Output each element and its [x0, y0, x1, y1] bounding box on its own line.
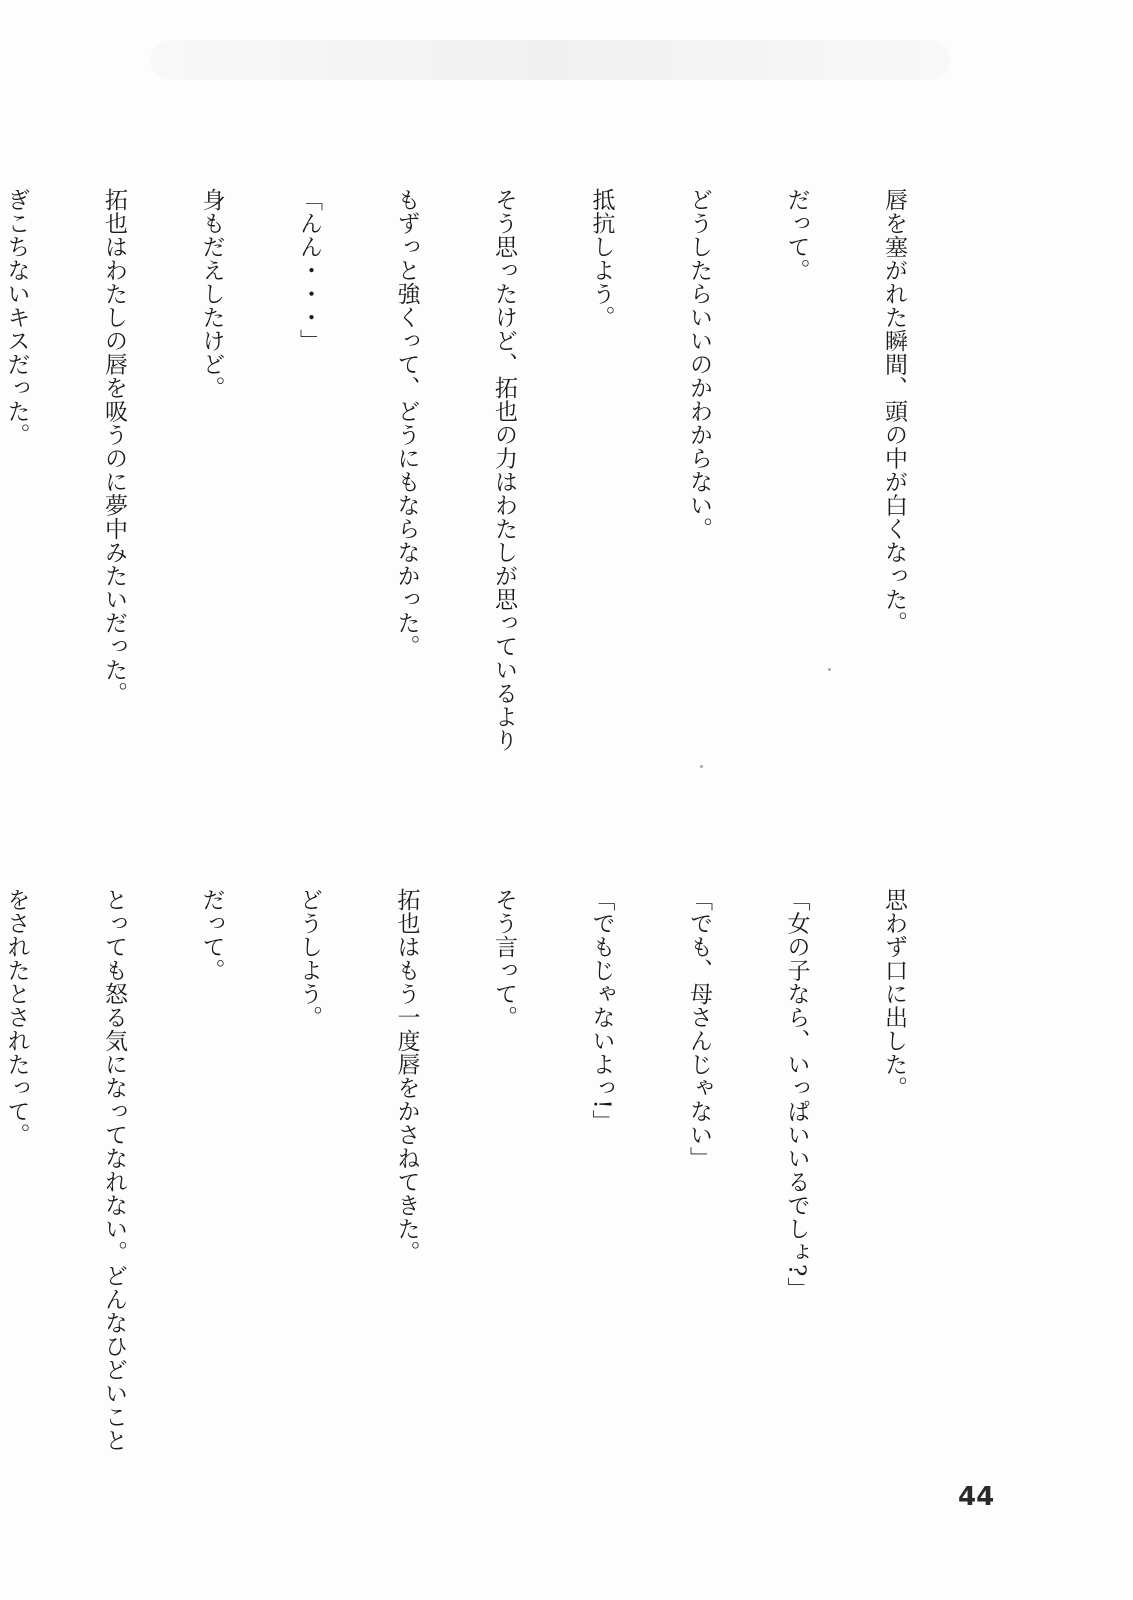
scan-speck [700, 765, 703, 768]
text-line: 唇を塞がれた瞬間、頭の中が白くなった。 [881, 188, 907, 635]
text-line: 「でもじゃないよっ!」 [588, 888, 615, 1133]
text-line: どうしよう。 [296, 888, 322, 1029]
lower-text-block [0, 888, 975, 1452]
text-line: 「でも、母さんじゃない」 [686, 888, 712, 1170]
text-line: どうしたらいいのかわからない。 [686, 188, 712, 541]
text-line: だって。 [783, 188, 810, 282]
text-line: そう言って。 [491, 888, 517, 1029]
text-line: だって。 [198, 888, 225, 982]
text-line: 拓也はわたしの唇を吸うのに夢中みたいだった。 [101, 188, 127, 705]
text-line: 「女の子なら、いっぱいいるでしょ?」 [783, 888, 810, 1301]
upper-text-block [0, 188, 975, 788]
text-line: ぎこちないキスだった。 [3, 188, 30, 447]
text-line: とっても怒る気になってなれない。どんなひどいこと [101, 888, 127, 1452]
scan-speck [828, 668, 831, 671]
page-number: 44 [958, 1482, 995, 1512]
text-line: 抵抗しよう。 [588, 188, 615, 329]
text-line: をされたとされたって。 [3, 888, 30, 1147]
text-line: そう思ったけど、拓也の力はわたしが思っているより [491, 188, 517, 752]
text-line: 「んん・・・」 [296, 188, 322, 353]
text-line: 拓也はもう一度唇をかさねてきた。 [393, 888, 420, 1264]
text-line: もずっと強くって、どうにもならなかった。 [393, 188, 420, 658]
scan-shadow [150, 40, 950, 80]
text-line: 思わず口に出した。 [881, 888, 907, 1100]
text-line: 身もだえしたけど。 [198, 188, 225, 400]
